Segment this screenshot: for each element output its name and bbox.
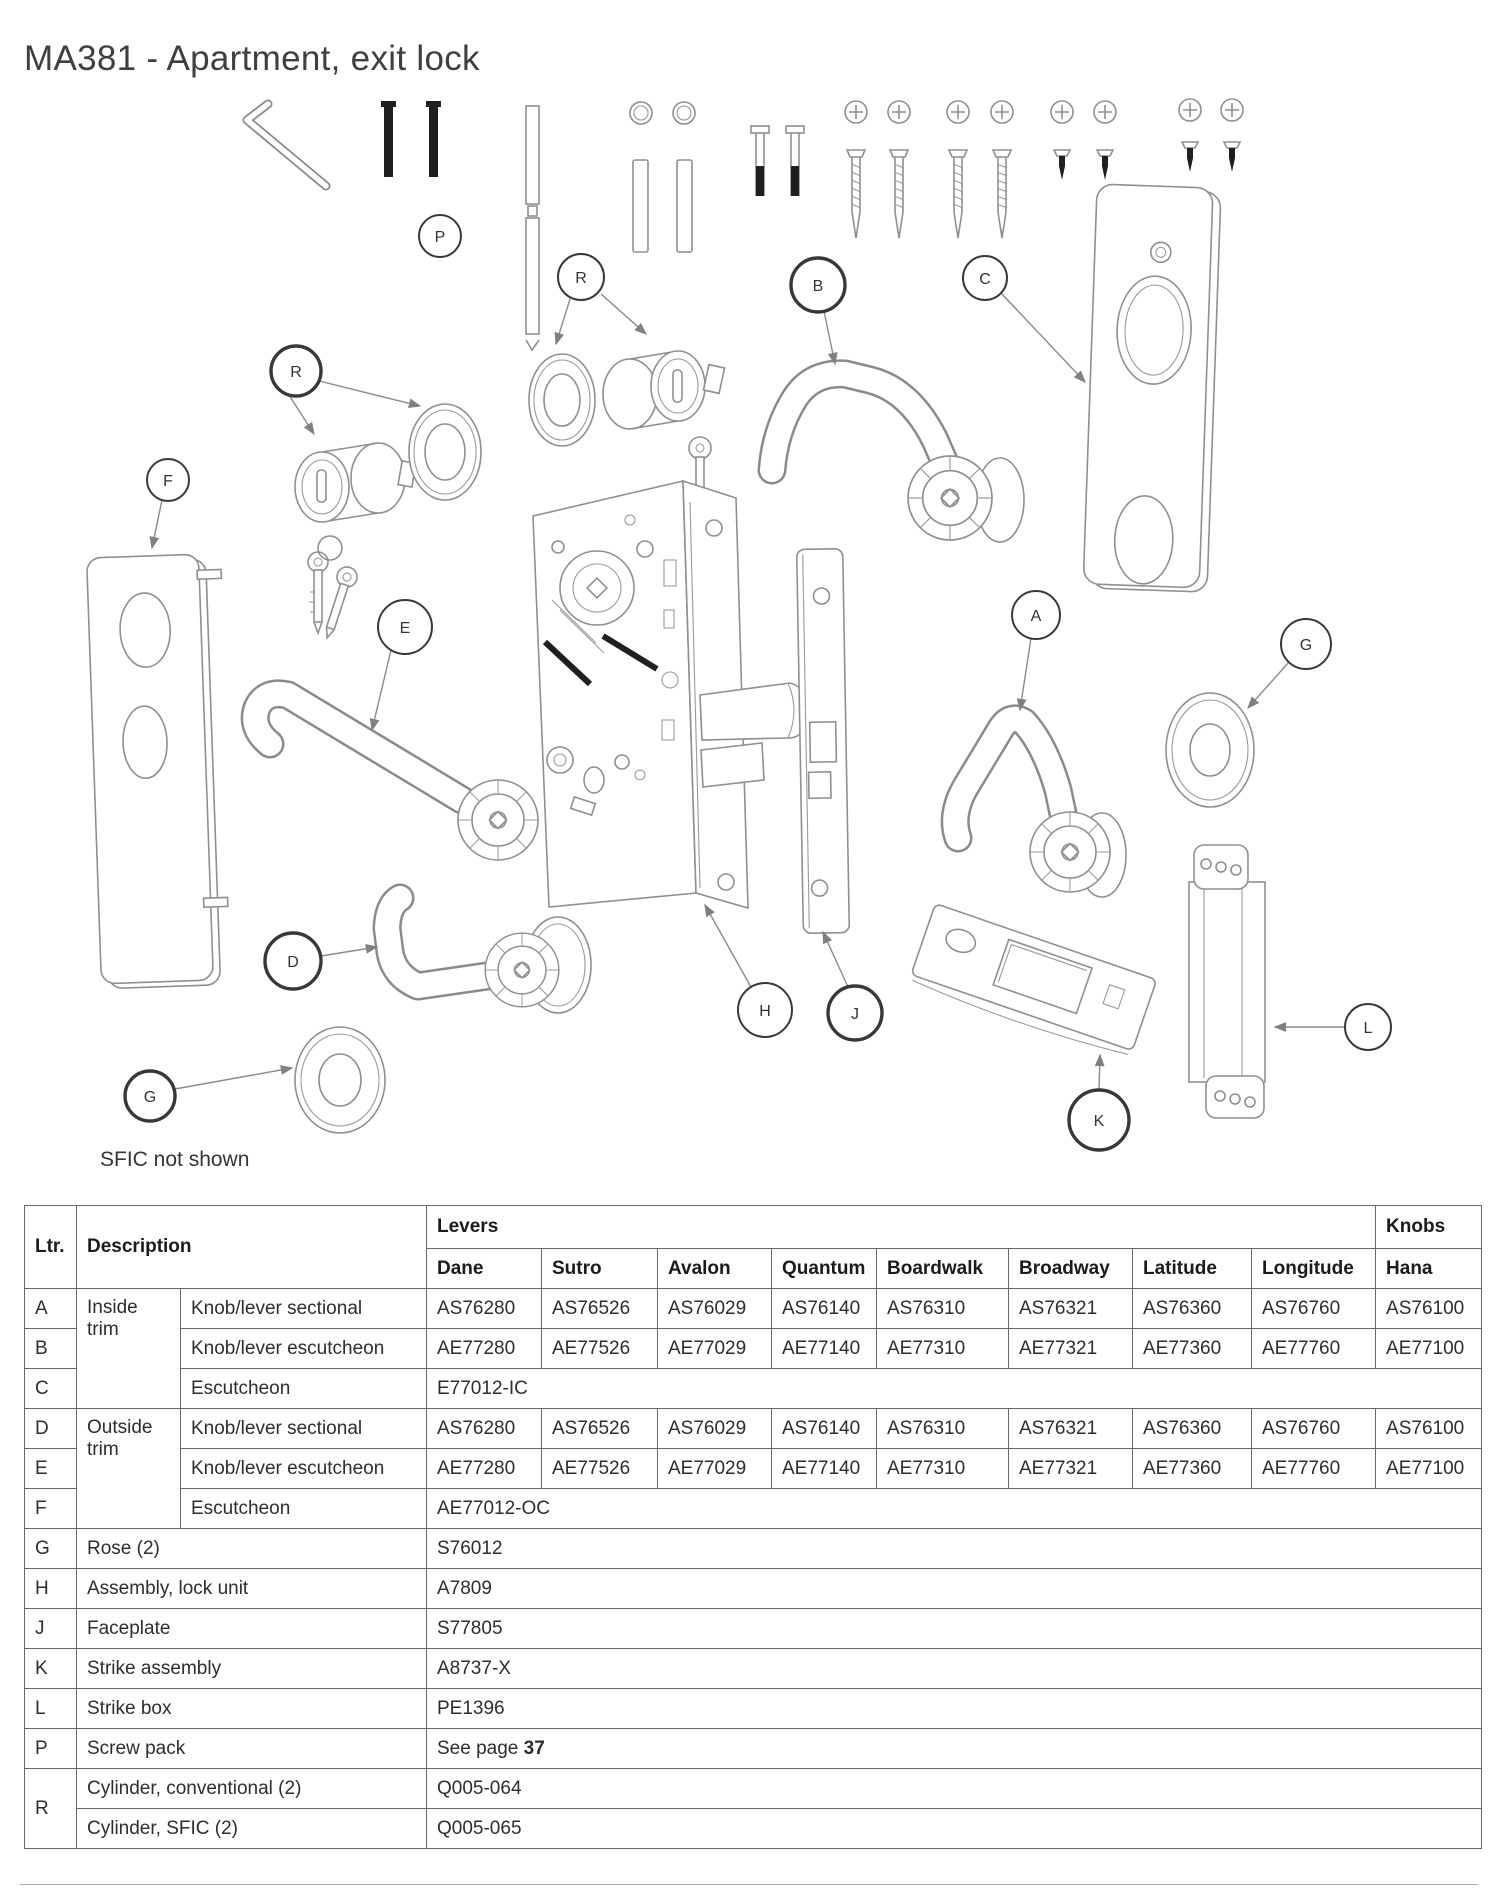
cell-part-number: AE77100 bbox=[1376, 1329, 1482, 1369]
cell-part-number: AE77321 bbox=[1009, 1329, 1133, 1369]
col-header-style: Dane bbox=[427, 1249, 542, 1289]
callout-letter-D: D bbox=[287, 954, 299, 971]
cell-part-number: AE77526 bbox=[542, 1449, 658, 1489]
cell-letter: E bbox=[25, 1449, 77, 1489]
callout-letter-B: B bbox=[812, 278, 824, 295]
cell-description: Strike assembly bbox=[77, 1649, 427, 1689]
table-row bbox=[25, 1449, 1482, 1489]
table-row bbox=[25, 1409, 1482, 1449]
callout-leader-line bbox=[289, 395, 314, 434]
cell-part-number: PE1396 bbox=[427, 1689, 1482, 1729]
spindle bbox=[526, 106, 539, 350]
page-title: MA381 - Apartment, exit lock bbox=[24, 39, 480, 79]
cell-part-number: AE77310 bbox=[877, 1449, 1009, 1489]
cell-description: Escutcheon bbox=[181, 1489, 427, 1529]
callout-letter-E: E bbox=[399, 620, 411, 637]
cell-letter: C bbox=[25, 1369, 77, 1409]
col-header-style: Sutro bbox=[542, 1249, 658, 1289]
callout-letter-R: R bbox=[290, 364, 302, 381]
header-row bbox=[25, 1206, 1482, 1249]
callout-leader-line bbox=[152, 500, 162, 548]
col-header-style: Avalon bbox=[658, 1249, 772, 1289]
cell-part-number: AS76360 bbox=[1133, 1409, 1252, 1449]
callout-leader-line bbox=[824, 311, 835, 364]
callout-letter-H: H bbox=[759, 1003, 771, 1020]
callout-leader-line bbox=[601, 294, 646, 334]
deadbolt bbox=[701, 743, 764, 787]
strike-assembly-k bbox=[908, 904, 1157, 1061]
cell-part-number: AS76360 bbox=[1133, 1289, 1252, 1329]
cell-part-number: AS76140 bbox=[772, 1289, 877, 1329]
cell-letter: H bbox=[25, 1569, 77, 1609]
cell-part-number: AS76280 bbox=[427, 1289, 542, 1329]
callout-letter-F: F bbox=[163, 473, 173, 490]
callout-letter-R: R bbox=[575, 270, 587, 287]
cell-part-number: AE77760 bbox=[1252, 1329, 1376, 1369]
cell-letter: J bbox=[25, 1609, 77, 1649]
callout-leader-line bbox=[1001, 293, 1085, 382]
cell-description: Knob/lever escutcheon bbox=[181, 1329, 427, 1369]
page-bottom-rule bbox=[20, 1884, 1478, 1885]
cell-part-number: AS76280 bbox=[427, 1409, 542, 1449]
cell-part-number: Q005-065 bbox=[427, 1809, 1482, 1849]
col-header-style: Longitude bbox=[1252, 1249, 1376, 1289]
callout-leader-line bbox=[321, 947, 377, 956]
cell-description: Screw pack bbox=[77, 1729, 427, 1769]
cell-description: Knob/lever escutcheon bbox=[181, 1449, 427, 1489]
cell-description: Knob/lever sectional bbox=[181, 1409, 427, 1449]
cell-part-number: AS76100 bbox=[1376, 1289, 1482, 1329]
cell-part-number: AS76100 bbox=[1376, 1409, 1482, 1449]
col-header-style: Hana bbox=[1376, 1249, 1482, 1289]
cell-part-number: AS76321 bbox=[1009, 1289, 1133, 1329]
callout-leader-line bbox=[319, 381, 420, 406]
parts-table bbox=[24, 1205, 1482, 1849]
cell-part-number: AS76310 bbox=[877, 1289, 1009, 1329]
key-ring-icon bbox=[318, 536, 342, 560]
cell-part-number: AS76760 bbox=[1252, 1289, 1376, 1329]
table-row bbox=[25, 1729, 1482, 1769]
table-row bbox=[25, 1689, 1482, 1729]
callout-letter-G: G bbox=[1299, 637, 1313, 654]
cell-letter: B bbox=[25, 1329, 77, 1369]
sfic-note: SFIC not shown bbox=[100, 1148, 250, 1171]
callout-letter-C: C bbox=[979, 271, 991, 288]
cell-part-number: AS76029 bbox=[658, 1409, 772, 1449]
table-row bbox=[25, 1649, 1482, 1689]
callout-leader-line bbox=[556, 299, 570, 344]
rose-g-right bbox=[1166, 693, 1254, 807]
faceplate-j bbox=[797, 549, 850, 934]
callout-leader-line bbox=[705, 905, 751, 987]
table-row bbox=[25, 1609, 1482, 1649]
col-header-style: Latitude bbox=[1133, 1249, 1252, 1289]
callout-leader-line bbox=[175, 1068, 292, 1089]
cell-part-number: AE77140 bbox=[772, 1329, 877, 1369]
cell-letter: R bbox=[25, 1769, 77, 1849]
cell-part-number: AS76526 bbox=[542, 1289, 658, 1329]
callout-leader-line bbox=[1020, 638, 1031, 710]
callout-letter-L: L bbox=[1363, 1020, 1373, 1037]
cell-part-number: AE77321 bbox=[1009, 1449, 1133, 1489]
callout-leader-line bbox=[1099, 1055, 1100, 1090]
cell-description: Escutcheon bbox=[181, 1369, 427, 1409]
cell-letter: K bbox=[25, 1649, 77, 1689]
cell-part-number: E77012-IC bbox=[427, 1369, 1482, 1409]
table-row bbox=[25, 1529, 1482, 1569]
strike-box-l bbox=[1189, 845, 1265, 1118]
cell-letter: A bbox=[25, 1289, 77, 1329]
cell-part-number: Q005-064 bbox=[427, 1769, 1482, 1809]
cell-description: Strike box bbox=[77, 1689, 427, 1729]
cell-part-number: AS76310 bbox=[877, 1409, 1009, 1449]
col-header-style: Boardwalk bbox=[877, 1249, 1009, 1289]
lever-outside-a bbox=[955, 719, 1126, 897]
cell-part-number: S77805 bbox=[427, 1609, 1482, 1649]
callout-leader-line bbox=[372, 650, 391, 730]
cell-description: Cylinder, SFIC (2) bbox=[77, 1809, 427, 1849]
callout-letter-P: P bbox=[434, 229, 446, 246]
col-header-ltr: Ltr. bbox=[25, 1206, 77, 1289]
cell-part-number: AE77526 bbox=[542, 1329, 658, 1369]
cell-description: Cylinder, conventional (2) bbox=[77, 1769, 427, 1809]
cell-trim-group: Inside trim bbox=[77, 1289, 181, 1409]
table-row bbox=[25, 1809, 1482, 1849]
key-icon bbox=[308, 552, 328, 633]
cell-part-number: AE77100 bbox=[1376, 1449, 1482, 1489]
col-header-style: Quantum bbox=[772, 1249, 877, 1289]
cell-part-number: AS76029 bbox=[658, 1289, 772, 1329]
lever-inside-b bbox=[772, 374, 1024, 542]
escutcheon-plate-c bbox=[1083, 184, 1221, 592]
table-row bbox=[25, 1289, 1482, 1329]
cell-trim-group: Outside trim bbox=[77, 1409, 181, 1529]
rose-ring-upper bbox=[529, 354, 595, 446]
anchor-posts bbox=[381, 101, 441, 177]
cell-letter: L bbox=[25, 1689, 77, 1729]
cell-part-number: AE77760 bbox=[1252, 1449, 1376, 1489]
group-header-levers: Levers bbox=[427, 1206, 1376, 1249]
group-header-knobs: Knobs bbox=[1376, 1206, 1482, 1249]
cell-part-number: AE77280 bbox=[427, 1329, 542, 1369]
cell-part-number: AE77140 bbox=[772, 1449, 877, 1489]
col-header-description: Description bbox=[77, 1206, 427, 1289]
table-row bbox=[25, 1329, 1482, 1369]
table-row bbox=[25, 1489, 1482, 1529]
callout-letter-K: K bbox=[1093, 1113, 1105, 1130]
table-row bbox=[25, 1769, 1482, 1809]
cell-letter: F bbox=[25, 1489, 77, 1529]
cell-part-number: AE77012-OC bbox=[427, 1489, 1482, 1529]
cell-description: Rose (2) bbox=[77, 1529, 427, 1569]
cell-letter: P bbox=[25, 1729, 77, 1769]
key-icon bbox=[318, 564, 360, 641]
lever-outside-d bbox=[387, 898, 591, 1013]
col-header-style: Broadway bbox=[1009, 1249, 1133, 1289]
table-row bbox=[25, 1569, 1482, 1609]
callout-letter-J: J bbox=[851, 1006, 859, 1023]
rose-ring-left bbox=[409, 404, 481, 500]
mortise-lock-case bbox=[533, 481, 804, 908]
cell-part-number: AE77029 bbox=[658, 1449, 772, 1489]
cell-part-number: AS76140 bbox=[772, 1409, 877, 1449]
cell-part-number: A7809 bbox=[427, 1569, 1482, 1609]
cell-part-number: AS76760 bbox=[1252, 1409, 1376, 1449]
rose-g-left bbox=[295, 1027, 385, 1133]
cell-description: Knob/lever sectional bbox=[181, 1289, 427, 1329]
cell-part-number: AS76526 bbox=[542, 1409, 658, 1449]
callout-leader-line bbox=[823, 932, 848, 987]
cell-part-number: AE77360 bbox=[1133, 1449, 1252, 1489]
callout-letter-G: G bbox=[143, 1089, 157, 1106]
callout-letter-A: A bbox=[1030, 608, 1042, 625]
cell-part-number: AE77280 bbox=[427, 1449, 542, 1489]
cell-part-number: AE77029 bbox=[658, 1329, 772, 1369]
escutcheon-plate-f bbox=[87, 553, 236, 988]
lever-inside-e bbox=[255, 694, 538, 860]
cell-part-number: A8737-X bbox=[427, 1649, 1482, 1689]
cell-description: Faceplate bbox=[77, 1609, 427, 1649]
cell-part-number: AS76321 bbox=[1009, 1409, 1133, 1449]
cell-part-number: S76012 bbox=[427, 1529, 1482, 1569]
cell-part-number: AE77360 bbox=[1133, 1329, 1252, 1369]
callout-leader-line bbox=[1248, 662, 1289, 708]
table-row bbox=[25, 1369, 1482, 1409]
cell-letter: G bbox=[25, 1529, 77, 1569]
cell-letter: D bbox=[25, 1409, 77, 1449]
cell-part-number: AE77310 bbox=[877, 1329, 1009, 1369]
cell-description: Assembly, lock unit bbox=[77, 1569, 427, 1609]
cell-part-number: See page 37 bbox=[427, 1729, 1482, 1769]
